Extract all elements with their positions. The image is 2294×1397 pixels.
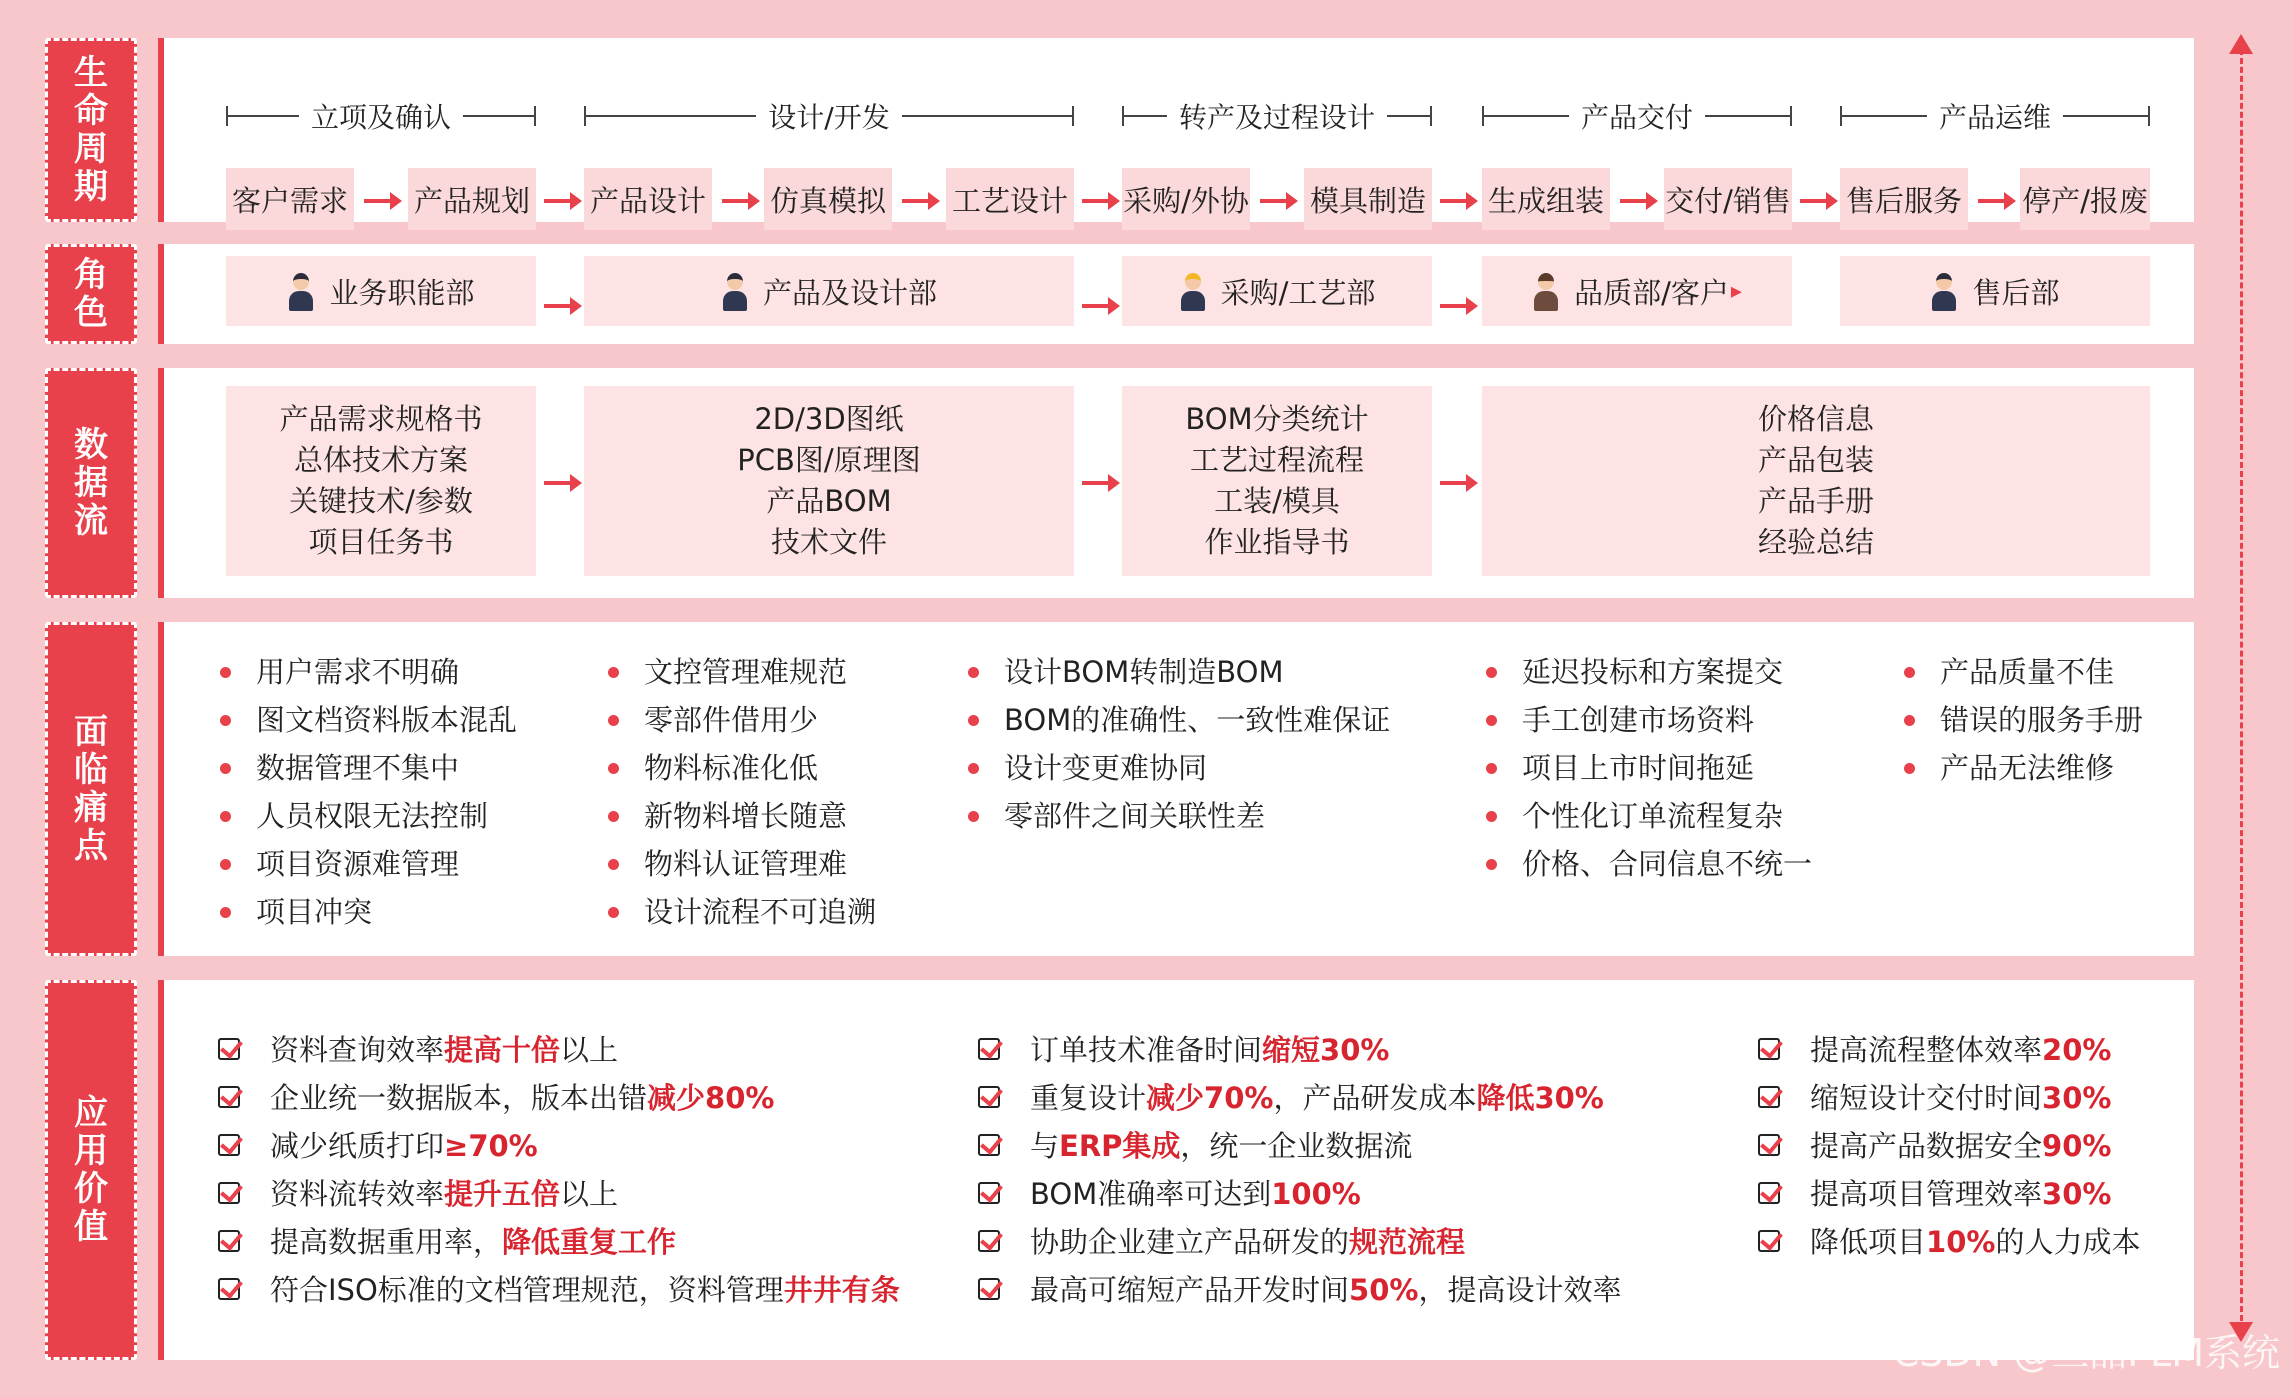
role-design <box>584 256 1074 326</box>
checkbox-icon <box>218 1182 240 1204</box>
list-item: 资料流转效率提升五倍以上 <box>218 1170 900 1218</box>
list-item: 错误的服务手册 <box>1904 696 2143 744</box>
list-item: 资料查询效率提高十倍以上 <box>218 1026 900 1074</box>
list-item: 最高可缩短产品开发时间50%，提高设计效率 <box>978 1266 1621 1314</box>
arrow-up-icon <box>2229 34 2253 54</box>
list-item: 重复设计减少70%，产品研发成本降低30% <box>978 1074 1621 1122</box>
arrow-right-icon <box>1620 199 1654 203</box>
label-lifecycle: 生命周期 <box>45 38 137 222</box>
list-item: 用户需求不明确 <box>220 648 517 696</box>
phase-3: 转产及过程设计 <box>1122 96 1432 136</box>
list-item: 缩短设计交付时间30% <box>1758 1074 2140 1122</box>
checkbox-icon <box>978 1038 1000 1060</box>
list-item: 物料认证管理难 <box>608 840 876 888</box>
list-item: 文控管理难规范 <box>608 648 876 696</box>
arrow-right-icon <box>1978 199 2012 203</box>
list-item: 订单技术准备时间缩短30% <box>978 1026 1621 1074</box>
list-item: 手工创建市场资料 <box>1486 696 1812 744</box>
dataflow-box-2: 2D/3D图纸 PCB图/原理图 产品BOM 技术文件 <box>584 386 1074 576</box>
arrow-right-icon <box>1260 199 1294 203</box>
role-after-sales <box>1840 256 2150 326</box>
pain-column-4 <box>1486 648 1812 888</box>
pain-column-1 <box>220 648 517 936</box>
arrow-right-icon <box>544 199 578 203</box>
list-item: 项目资源难管理 <box>220 840 517 888</box>
label-value: 应用价值 <box>45 980 137 1360</box>
stage-procurement: 采购/外协 <box>1122 168 1250 230</box>
vertical-axis-line <box>2240 40 2243 1330</box>
arrow-right-icon <box>1082 304 1116 308</box>
arrow-right-icon <box>1082 481 1116 485</box>
pain-column-5 <box>1904 648 2143 792</box>
checkbox-icon <box>218 1038 240 1060</box>
list-item: 项目上市时间拖延 <box>1486 744 1812 792</box>
list-item: 价格、合同信息不统一 <box>1486 840 1812 888</box>
stage-assembly: 生成组装 <box>1482 168 1610 230</box>
role-label: 品质部/客户 <box>1574 275 1729 310</box>
checkbox-icon <box>978 1230 1000 1252</box>
phase-1: 立项及确认 <box>226 96 536 136</box>
list-item: 数据管理不集中 <box>220 744 517 792</box>
dataflow-panel <box>158 368 2194 598</box>
checkbox-icon <box>978 1278 1000 1300</box>
arrow-right-icon <box>544 481 578 485</box>
list-item: 符合ISO标准的文档管理规范，资料管理井井有条 <box>218 1266 900 1314</box>
value-column-2 <box>978 1026 1621 1314</box>
list-item: 零部件借用少 <box>608 696 876 744</box>
checkbox-icon <box>218 1134 240 1156</box>
role-label: 售后部 <box>1972 275 2060 310</box>
arrow-right-icon <box>1082 199 1116 203</box>
value-column-1 <box>218 1026 900 1314</box>
stage-simulation: 仿真模拟 <box>764 168 892 230</box>
list-item: 产品质量不佳 <box>1904 648 2143 696</box>
list-item: 提高产品数据安全90% <box>1758 1122 2140 1170</box>
list-item: 设计BOM转制造BOM <box>968 648 1390 696</box>
small-arrow-icon: ▸ <box>1730 278 1742 304</box>
list-item: 个性化订单流程复杂 <box>1486 792 1812 840</box>
designer-icon <box>721 271 749 311</box>
list-item: 协助企业建立产品研发的规范流程 <box>978 1218 1621 1266</box>
checkbox-icon <box>218 1230 240 1252</box>
role-business <box>226 256 536 326</box>
stage-product-design: 产品设计 <box>584 168 712 230</box>
pain-column-3 <box>968 648 1390 840</box>
checkbox-icon <box>218 1086 240 1108</box>
list-item: 产品无法维修 <box>1904 744 2143 792</box>
phase-2: 设计/开发 <box>584 96 1074 136</box>
checkbox-icon <box>1758 1134 1780 1156</box>
list-item: 延迟投标和方案提交 <box>1486 648 1812 696</box>
businessman-icon <box>287 271 315 311</box>
role-quality <box>1482 256 1792 326</box>
pain-column-2 <box>608 648 876 936</box>
list-item: 设计变更难协同 <box>968 744 1390 792</box>
list-item: 新物料增长随意 <box>608 792 876 840</box>
list-item: 零部件之间关联性差 <box>968 792 1390 840</box>
value-column-3 <box>1758 1026 2140 1266</box>
stage-customer-demand: 客户需求 <box>226 168 354 230</box>
list-item: 提高流程整体效率20% <box>1758 1026 2140 1074</box>
list-item: 提高数据重用率，降低重复工作 <box>218 1218 900 1266</box>
list-item: 项目冲突 <box>220 888 517 936</box>
list-item: BOM的准确性、一致性难保证 <box>968 696 1390 744</box>
stage-after-sales: 售后服务 <box>1840 168 1968 230</box>
stage-mold-making: 模具制造 <box>1304 168 1432 230</box>
label-pain-points: 面临痛点 <box>45 622 137 956</box>
dataflow-box-4: 价格信息 产品包装 产品手册 经验总结 <box>1482 386 2150 576</box>
arrow-right-icon <box>1440 304 1474 308</box>
arrow-right-icon <box>1440 481 1474 485</box>
arrow-right-icon <box>364 199 398 203</box>
label-roles: 角色 <box>45 244 137 344</box>
phase-4: 产品交付 <box>1482 96 1792 136</box>
arrow-right-icon <box>544 304 578 308</box>
stage-end-of-life: 停产/报废 <box>2020 168 2150 230</box>
list-item: 人员权限无法控制 <box>220 792 517 840</box>
role-label: 产品及设计部 <box>762 275 937 310</box>
arrow-right-icon <box>1440 199 1474 203</box>
role-procurement <box>1122 256 1432 326</box>
worker-helmet-icon <box>1179 271 1207 311</box>
checkbox-icon <box>1758 1086 1780 1108</box>
woman-icon <box>1532 271 1560 311</box>
role-label: 采购/工艺部 <box>1220 275 1376 310</box>
list-item: 企业统一数据版本，版本出错减少80% <box>218 1074 900 1122</box>
list-item: 减少纸质打印≥70% <box>218 1122 900 1170</box>
checkbox-icon <box>1758 1230 1780 1252</box>
list-item: 提高项目管理效率30% <box>1758 1170 2140 1218</box>
service-agent-icon <box>1930 271 1958 311</box>
dataflow-box-3: BOM分类统计 工艺过程流程 工装/模具 作业指导书 <box>1122 386 1432 576</box>
list-item: 设计流程不可追溯 <box>608 888 876 936</box>
dataflow-box-1: 产品需求规格书 总体技术方案 关键技术/参数 项目任务书 <box>226 386 536 576</box>
stage-product-planning: 产品规划 <box>408 168 536 230</box>
stage-delivery-sales: 交付/销售 <box>1664 168 1792 230</box>
list-item: 与ERP集成，统一企业数据流 <box>978 1122 1621 1170</box>
watermark: CSDN @三品PLM系统 <box>1892 1331 2280 1375</box>
label-dataflow: 数据流 <box>45 368 137 598</box>
role-label: 业务职能部 <box>329 275 475 310</box>
checkbox-icon <box>978 1182 1000 1204</box>
list-item: BOM准确率可达到100% <box>978 1170 1621 1218</box>
arrow-right-icon <box>1800 199 1834 203</box>
roles-panel <box>158 244 2194 344</box>
checkbox-icon <box>218 1278 240 1300</box>
stage-process-design: 工艺设计 <box>946 168 1074 230</box>
checkbox-icon <box>978 1134 1000 1156</box>
list-item: 物料标准化低 <box>608 744 876 792</box>
checkbox-icon <box>1758 1182 1780 1204</box>
phase-5: 产品运维 <box>1840 96 2150 136</box>
checkbox-icon <box>978 1086 1000 1108</box>
list-item: 图文档资料版本混乱 <box>220 696 517 744</box>
checkbox-icon <box>1758 1038 1780 1060</box>
list-item: 降低项目10%的人力成本 <box>1758 1218 2140 1266</box>
lifecycle-panel <box>158 38 2194 222</box>
arrow-right-icon <box>902 199 936 203</box>
arrow-right-icon <box>722 199 756 203</box>
